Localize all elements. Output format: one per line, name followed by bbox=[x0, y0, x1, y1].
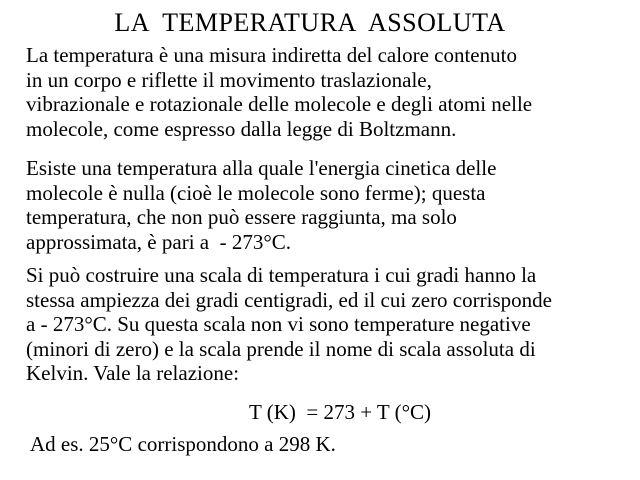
text-line: stessa ampiezza dei gradi centigradi, ed il cui zero corrisponde bbox=[26, 287, 552, 312]
text-line: Kelvin. Vale la relazione: bbox=[26, 361, 240, 385]
text-line: approssimata, è pari a - 273°C. bbox=[26, 229, 291, 254]
text-line: molecole è nulla (cioè le molecole sono ferme); questa bbox=[26, 180, 486, 205]
kelvin-formula: T (K) = 273 + T (°C) bbox=[249, 400, 431, 424]
text-line: Esiste una temperatura alla quale l'energia cinetica delle bbox=[26, 156, 497, 180]
paragraph-kelvin-scale bbox=[26, 263, 636, 386]
text-line: (minori di zero) e la scala prende il nome di scala assoluta di bbox=[26, 336, 536, 361]
slide-title: LA TEMPERATURA ASSOLUTA bbox=[114, 8, 506, 37]
text-line: La temperatura è una misura indiretta del calore contenuto bbox=[26, 43, 517, 67]
text-line: temperatura, che non può essere raggiunta, ma solo bbox=[26, 205, 457, 229]
text-line: a - 273°C. Su questa scala non vi sono temperature negative bbox=[26, 312, 531, 336]
text-line: vibrazionale e rotazionale delle molecole e degli atomi nelle bbox=[26, 92, 533, 116]
paragraph-temperature-definition bbox=[26, 43, 636, 141]
text-line: in un corpo e riflette il movimento traslazionale, bbox=[26, 67, 432, 92]
text-line: Si può costruire una scala di temperatura i cui gradi hanno la bbox=[26, 263, 537, 287]
example-text: Ad es. 25°C corrispondono a 298 K. bbox=[30, 432, 336, 456]
paragraph-absolute-zero bbox=[26, 156, 636, 254]
text-line: molecole, come espresso dalla legge di Boltzmann. bbox=[26, 116, 457, 141]
